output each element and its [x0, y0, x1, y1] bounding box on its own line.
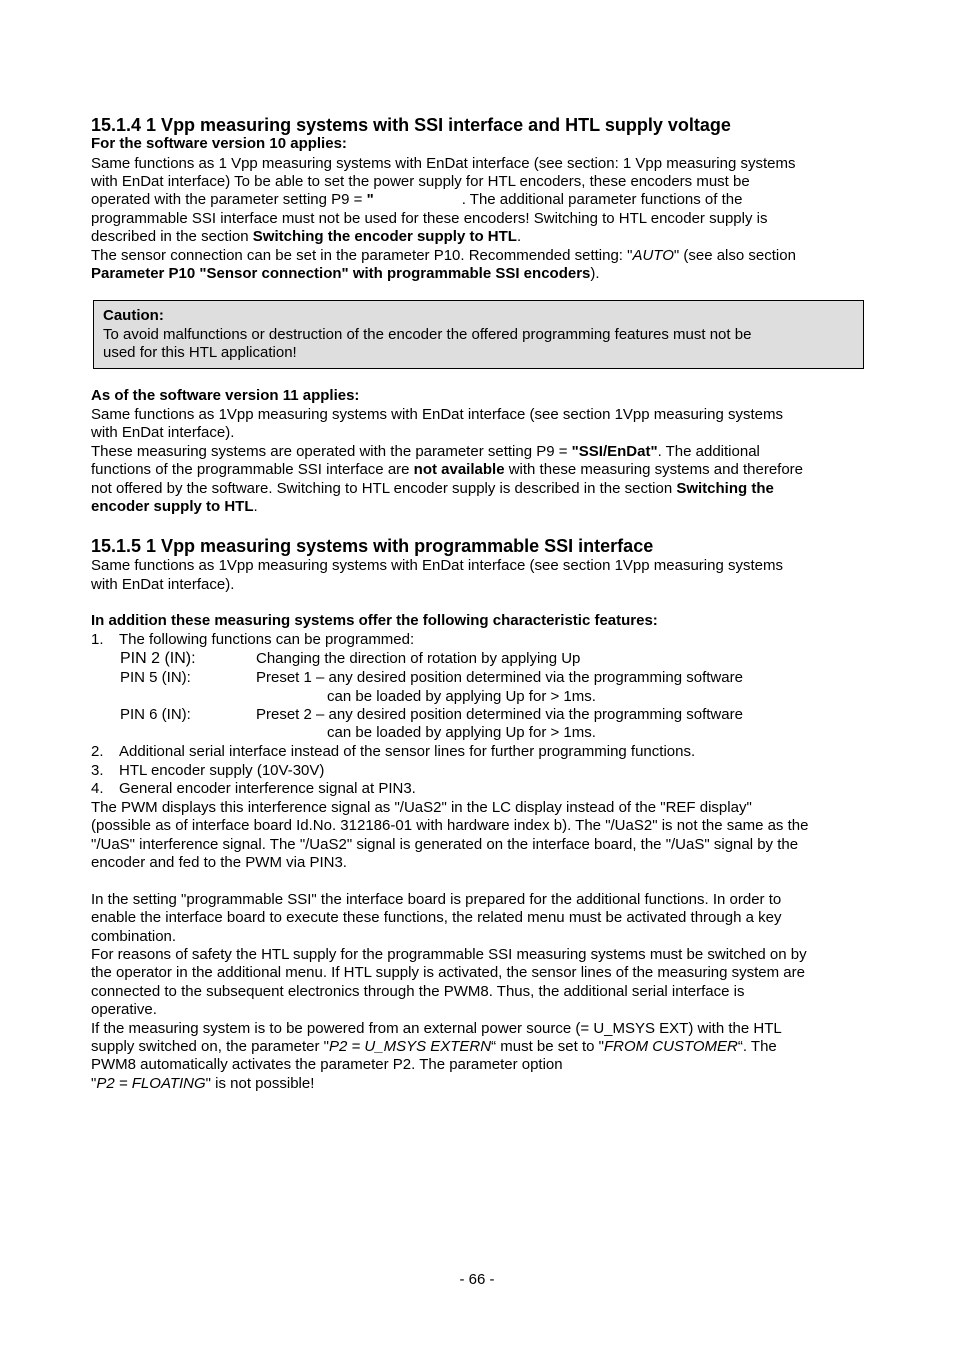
- paragraph-line: [91, 1038, 777, 1056]
- bold-reference: Parameter P10 "Sensor connection" with programmable SSI encoders: [91, 265, 591, 282]
- paragraph-line: In the setting "programmable SSI" the interface board is prepared for the additional functions. In order to: [91, 891, 782, 908]
- paragraph-line: with EnDat interface) To be able to set the power supply for HTL encoders, these encoders must be: [91, 173, 750, 190]
- text-span: .: [516, 228, 522, 245]
- paragraph-line: PWM8 automatically activates the parameter P2. The parameter option: [91, 1056, 563, 1073]
- paragraph-line: For reasons of safety the HTL supply for the programmable SSI measuring systems must be switched on by: [91, 946, 807, 963]
- pin-description-cont: can be loaded by applying Up for > 1ms.: [327, 724, 596, 741]
- caution-title: Caution:: [103, 307, 164, 324]
- paragraph-line: If the measuring system is to be powered from an external power source (= U_MSYS EXT) with the HTL: [91, 1020, 782, 1037]
- paragraph-line: [91, 480, 774, 498]
- paragraph-line: Same functions as 1Vpp measuring systems with EnDat interface (see section 1Vpp measuring systems: [91, 406, 783, 423]
- paragraph-line: combination.: [91, 928, 177, 945]
- paragraph-line: encoder and fed to the PWM via PIN3.: [91, 854, 347, 871]
- list-item: HTL encoder supply (10V-30V): [119, 762, 325, 779]
- bold-reference: encoder supply to HTL: [91, 498, 254, 515]
- features-heading: In addition these measuring systems offer the following characteristic features:: [91, 612, 658, 629]
- section-heading-15-1-4: 15.1.4 1 Vpp measuring systems with SSI interface and HTL supply voltage: [91, 115, 731, 135]
- section-heading-15-1-5: 15.1.5 1 Vpp measuring systems with programmable SSI interface: [91, 536, 654, 556]
- pin-description: Changing the direction of rotation by applying Up: [256, 650, 581, 667]
- caution-line: used for this HTL application!: [103, 344, 297, 361]
- bold-quote: ": [366, 191, 374, 208]
- paragraph-line: operative.: [91, 1001, 157, 1018]
- text-span: " is not possible!: [205, 1075, 315, 1092]
- subheading-software-v11: As of the software version 11 applies:: [91, 387, 360, 404]
- pin-description: Preset 1 – any desired position determined via the programming software: [256, 669, 743, 686]
- text-span: described in the section: [91, 228, 253, 245]
- paragraph-line: [91, 191, 742, 209]
- paragraph-line: connected to the subsequent electronics through the PWM8. Thus, the additional serial interface is: [91, 983, 745, 1000]
- subheading-software-v10: For the software version 10 applies:: [91, 135, 347, 152]
- italic-value: FROM CUSTOMER: [603, 1038, 738, 1055]
- bold-value: "SSI/EnDat": [571, 443, 658, 460]
- text-span: functions of the programmable SSI interface are: [91, 461, 414, 478]
- list-item: General encoder interference signal at PIN3.: [119, 780, 416, 797]
- list-item-number: 1.: [91, 631, 104, 648]
- paragraph-line: [91, 228, 521, 246]
- text-span: “ must be set to ": [491, 1038, 604, 1055]
- italic-value: AUTO: [632, 247, 674, 264]
- pin-description: Preset 2 – any desired position determined via the programming software: [256, 706, 743, 723]
- paragraph-line: [91, 498, 258, 516]
- paragraph-line: with EnDat interface).: [91, 576, 235, 593]
- text-span: ).: [590, 265, 600, 282]
- caution-box: [93, 300, 864, 369]
- paragraph-line: the operator in the additional menu. If HTL supply is activated, the sensor lines of the measuring system are: [91, 964, 805, 981]
- text-span: with these measuring systems and therefore: [504, 461, 804, 478]
- italic-value: P2 = FLOATING: [96, 1075, 206, 1092]
- paragraph-line: with EnDat interface).: [91, 424, 235, 441]
- paragraph-line: [91, 247, 796, 265]
- paragraph-line: programmable SSI interface must not be used for these encoders! Switching to HTL encoder supply is: [91, 210, 768, 227]
- text-span: “. The: [737, 1038, 777, 1055]
- paragraph-line: [91, 1075, 314, 1093]
- text-span: operated with the parameter setting P9 =: [91, 191, 367, 208]
- list-item: The following functions can be programmed:: [119, 631, 415, 648]
- italic-value: P2 = U_MSYS EXTERN: [328, 1038, 492, 1055]
- paragraph-line: Same functions as 1Vpp measuring systems with EnDat interface (see section 1Vpp measuring systems: [91, 557, 783, 574]
- text-span: . The additional: [657, 443, 760, 460]
- text-span: not offered by the software. Switching to HTL encoder supply is described in the section: [91, 480, 677, 497]
- pin-label: PIN 5 (IN):: [120, 669, 191, 686]
- caution-line: To avoid malfunctions or destruction of the encoder the offered programming features must not be: [103, 326, 752, 343]
- list-item-number: 3.: [91, 762, 104, 779]
- paragraph-line: Same functions as 1 Vpp measuring systems with EnDat interface (see section: 1 Vpp measuring systems: [91, 155, 796, 172]
- paragraph-line: enable the interface board to execute these functions, the related menu must be activated through a key: [91, 909, 782, 926]
- paragraph-line: (possible as of interface board Id.No. 312186-01 with hardware index b). The "/UaS2" is not the same as the: [91, 817, 809, 834]
- text-span: " (see also section: [673, 247, 796, 264]
- paragraph-line: The PWM displays this interference signal as "/UaS2" in the LC display instead of the "REF display": [91, 799, 752, 816]
- text-span: The sensor connection can be set in the parameter P10. Recommended setting: ": [91, 247, 633, 264]
- text-span: .: [253, 498, 258, 515]
- bold-reference: Switching the: [676, 480, 774, 497]
- list-item: Additional serial interface instead of the sensor lines for further programming functions.: [119, 743, 696, 760]
- text-span: ": [91, 1075, 97, 1092]
- text-span: . The additional parameter functions of the: [461, 191, 743, 208]
- pin-label: PIN 6 (IN):: [120, 706, 191, 723]
- bold-reference: Switching the encoder supply to HTL: [252, 228, 517, 245]
- paragraph-line: "/UaS" interference signal. The "/UaS2" signal is generated on the interface board, the "/UaS" signal by the: [91, 836, 799, 853]
- bold-emphasis: not available: [413, 461, 505, 478]
- paragraph-line: [91, 443, 760, 461]
- list-item-number: 2.: [91, 743, 104, 760]
- text-span: supply switched on, the parameter ": [91, 1038, 329, 1055]
- pin-description-cont: can be loaded by applying Up for > 1ms.: [327, 688, 596, 705]
- text-span: These measuring systems are operated with the parameter setting P9 =: [91, 443, 572, 460]
- pin-label: PIN 2 (IN):: [120, 650, 196, 667]
- paragraph-line: [91, 265, 600, 283]
- paragraph-line: [91, 461, 803, 479]
- page-number: - 66 -: [459, 1271, 495, 1288]
- list-item-number: 4.: [91, 780, 104, 797]
